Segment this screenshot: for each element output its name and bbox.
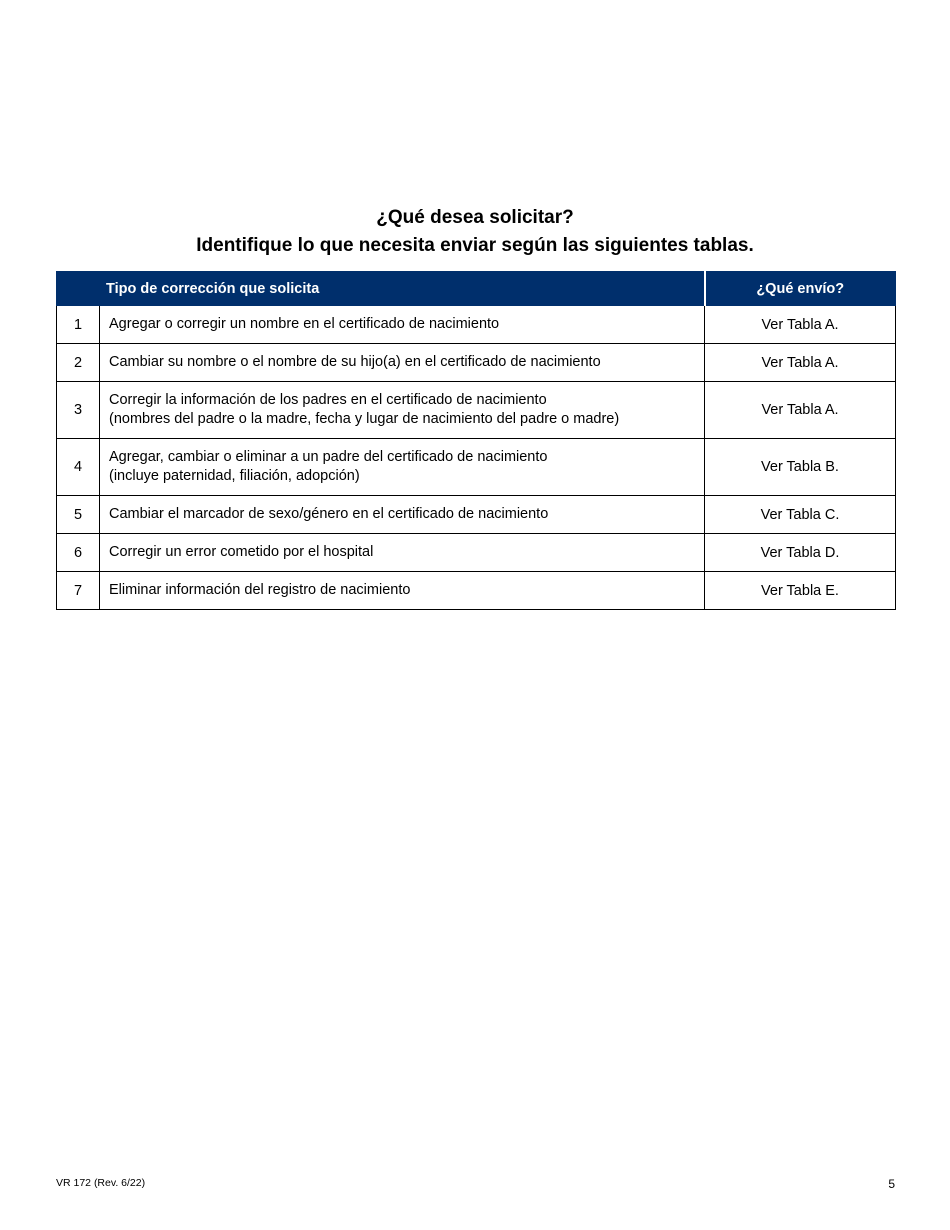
heading-instruction: Identifique lo que necesita enviar según las siguientes tablas. [196,235,754,256]
row-description-line: Agregar o corregir un nombre en el certificado de nacimiento [109,316,500,332]
page-number: 5 [888,1177,895,1191]
corrections-table [56,271,896,610]
row-number: 6 [57,534,100,572]
row-send: Ver Tabla A. [705,382,896,439]
row-number: 3 [57,382,100,439]
row-send: Ver Tabla D. [705,534,896,572]
header-what-to-send: ¿Qué envío? [705,272,896,306]
page-heading [0,204,950,260]
row-number: 2 [57,344,100,382]
row-description-line: Corregir un error cometido por el hospital [109,544,374,560]
header-number [57,272,100,306]
table-row [57,439,896,496]
header-correction-type: Tipo de corrección que solicita [100,272,705,306]
row-description [100,496,705,534]
row-description [100,344,705,382]
row-description-line: (nombres del padre o la madre, fecha y lugar de nacimiento del padre o madre) [109,411,620,427]
table-row [57,496,896,534]
table-row [57,382,896,439]
row-send: Ver Tabla E. [705,572,896,610]
row-description-line: Corregir la información de los padres en el certificado de nacimiento [109,392,547,408]
row-description [100,534,705,572]
row-number: 7 [57,572,100,610]
row-description [100,439,705,496]
row-description-line: Eliminar información del registro de nacimiento [109,582,411,598]
row-description [100,382,705,439]
form-id: VR 172 (Rev. 6/22) [56,1177,146,1189]
table-row [57,534,896,572]
row-description [100,306,705,344]
row-number: 5 [57,496,100,534]
row-send: Ver Tabla A. [705,344,896,382]
heading-question: ¿Qué desea solicitar? [376,207,574,228]
table-header-row [57,272,896,306]
table-row [57,344,896,382]
row-send: Ver Tabla B. [705,439,896,496]
row-description-line: Cambiar el marcador de sexo/género en el certificado de nacimiento [109,506,549,522]
table-row [57,572,896,610]
row-description-line: Cambiar su nombre o el nombre de su hijo(a) en el certificado de nacimiento [109,354,601,370]
table-row [57,306,896,344]
row-description-line: Agregar, cambiar o eliminar a un padre del certificado de nacimiento [109,449,548,465]
row-number: 1 [57,306,100,344]
row-description [100,572,705,610]
row-send: Ver Tabla A. [705,306,896,344]
row-number: 4 [57,439,100,496]
row-description-line: (incluye paternidad, filiación, adopción) [109,468,360,484]
row-send: Ver Tabla C. [705,496,896,534]
